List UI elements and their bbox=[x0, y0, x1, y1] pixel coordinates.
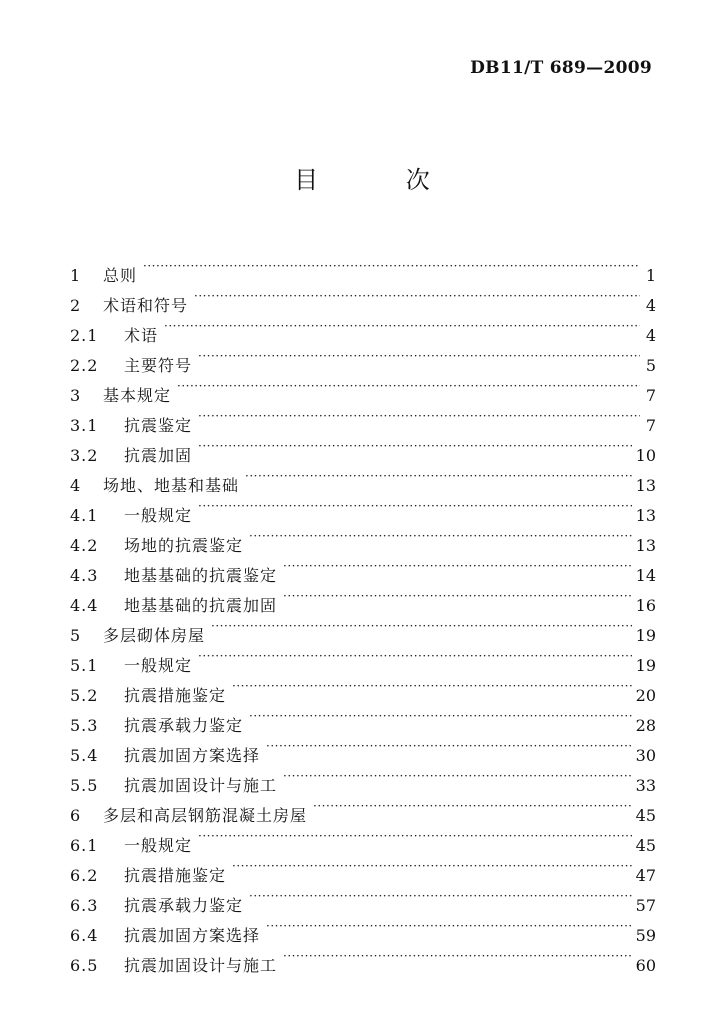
toc-dot-leader bbox=[266, 911, 632, 941]
toc-entry-title: 抗震加固设计与施工 bbox=[124, 956, 278, 975]
toc-entry-number: 6 bbox=[70, 806, 82, 825]
toc-entry-page-number: 13 bbox=[635, 506, 656, 525]
toc-dot-leader bbox=[232, 851, 632, 881]
toc-entry-number: 3 bbox=[70, 386, 82, 405]
toc-dot-leader bbox=[313, 791, 632, 821]
toc-entry-page-number: 20 bbox=[635, 686, 656, 705]
toc-entry-title: 地基基础的抗震鉴定 bbox=[124, 566, 278, 585]
toc-dot-leader bbox=[198, 401, 640, 431]
toc-entry-title: 抗震鉴定 bbox=[124, 416, 193, 435]
toc-entry-number: 3.2 bbox=[70, 446, 99, 465]
toc-dot-leader bbox=[232, 671, 632, 701]
toc-entry-number: 5.3 bbox=[70, 716, 99, 735]
toc-entry-number: 6.1 bbox=[70, 836, 99, 855]
toc-entry-title: 抗震加固方案选择 bbox=[124, 926, 261, 945]
toc-entry-page-number: 57 bbox=[635, 896, 656, 915]
toc-entry-page-number: 19 bbox=[635, 626, 656, 645]
toc-entry-page-number: 5 bbox=[645, 356, 656, 375]
toc-entry-page-number: 7 bbox=[645, 386, 656, 405]
toc-entry-page-number: 10 bbox=[635, 446, 656, 465]
toc-entry-page-number: 13 bbox=[635, 476, 656, 495]
toc-entry-number: 4.1 bbox=[70, 506, 99, 525]
toc-entry-number: 5 bbox=[70, 626, 82, 645]
toc-dot-leader bbox=[249, 881, 632, 911]
toc-entry-page-number: 60 bbox=[635, 956, 656, 975]
toc-entry-title: 场地、地基和基础 bbox=[103, 476, 240, 495]
toc-dot-leader bbox=[198, 821, 632, 851]
toc-dot-leader bbox=[143, 251, 640, 281]
toc-entry-title: 抗震加固设计与施工 bbox=[124, 776, 278, 795]
toc-entry-number: 2 bbox=[70, 296, 82, 315]
toc-entry-number: 4.2 bbox=[70, 536, 99, 555]
toc-entry-number: 5.5 bbox=[70, 776, 99, 795]
toc-entry-page-number: 14 bbox=[635, 566, 656, 585]
toc-entry-title: 抗震承载力鉴定 bbox=[124, 716, 244, 735]
toc-entry[interactable] bbox=[70, 281, 656, 315]
toc-entry-title: 抗震加固 bbox=[124, 446, 193, 465]
toc-entry-page-number: 4 bbox=[645, 296, 656, 315]
page-title: 目 次 bbox=[294, 166, 470, 194]
toc-dot-leader bbox=[249, 521, 632, 551]
toc-dot-leader bbox=[283, 761, 632, 791]
table-of-contents bbox=[70, 251, 656, 975]
toc-entry-page-number: 47 bbox=[635, 866, 656, 885]
toc-dot-leader bbox=[245, 461, 632, 491]
toc-dot-leader bbox=[177, 371, 640, 401]
toc-entry[interactable] bbox=[70, 251, 656, 285]
toc-entry-page-number: 45 bbox=[635, 806, 656, 825]
toc-entry-page-number: 59 bbox=[635, 926, 656, 945]
toc-entry-page-number: 7 bbox=[645, 416, 656, 435]
toc-entry-number: 4.4 bbox=[70, 596, 99, 615]
toc-entry-number: 5.4 bbox=[70, 746, 99, 765]
toc-entry-number: 4.3 bbox=[70, 566, 99, 585]
toc-entry-page-number: 13 bbox=[635, 536, 656, 555]
toc-entry-number: 2.1 bbox=[70, 326, 99, 345]
toc-entry-title: 抗震措施鉴定 bbox=[124, 686, 227, 705]
toc-entry-title: 基本规定 bbox=[103, 386, 172, 405]
toc-entry-number: 5.1 bbox=[70, 656, 99, 675]
toc-dot-leader bbox=[198, 491, 632, 521]
document-code: DB11/T 689—2009 bbox=[470, 58, 652, 78]
toc-dot-leader bbox=[164, 311, 640, 341]
toc-dot-leader bbox=[283, 551, 632, 581]
toc-entry-page-number: 19 bbox=[635, 656, 656, 675]
toc-dot-leader bbox=[198, 431, 632, 461]
toc-entry-number: 3.1 bbox=[70, 416, 99, 435]
toc-entry-page-number: 16 bbox=[635, 596, 656, 615]
toc-entry-title: 总则 bbox=[103, 266, 138, 285]
toc-entry-title: 场地的抗震鉴定 bbox=[124, 536, 244, 555]
toc-entry-title: 地基基础的抗震加固 bbox=[124, 596, 278, 615]
toc-entry-page-number: 1 bbox=[645, 266, 656, 285]
toc-entry-number: 6.2 bbox=[70, 866, 99, 885]
toc-dot-leader bbox=[249, 701, 632, 731]
toc-dot-leader bbox=[283, 581, 632, 611]
toc-entry-page-number: 33 bbox=[635, 776, 656, 795]
toc-entry-title: 抗震措施鉴定 bbox=[124, 866, 227, 885]
toc-entry-title: 多层和高层钢筋混凝土房屋 bbox=[103, 806, 308, 825]
toc-dot-leader bbox=[266, 731, 632, 761]
toc-entry-title: 一般规定 bbox=[124, 656, 193, 675]
toc-entry-page-number: 28 bbox=[635, 716, 656, 735]
toc-dot-leader bbox=[283, 941, 632, 971]
toc-entry-number: 4 bbox=[70, 476, 82, 495]
toc-entry-number: 5.2 bbox=[70, 686, 99, 705]
toc-entry-title: 多层砌体房屋 bbox=[103, 626, 206, 645]
toc-entry-page-number: 45 bbox=[635, 836, 656, 855]
toc-entry-title: 一般规定 bbox=[124, 506, 193, 525]
toc-entry-page-number: 4 bbox=[645, 326, 656, 345]
toc-entry-number: 2.2 bbox=[70, 356, 99, 375]
toc-entry-title: 一般规定 bbox=[124, 836, 193, 855]
toc-dot-leader bbox=[198, 641, 632, 671]
toc-entry-number: 6.3 bbox=[70, 896, 99, 915]
toc-entry-page-number: 30 bbox=[635, 746, 656, 765]
toc-entry-title: 术语 bbox=[124, 326, 159, 345]
toc-entry-number: 6.4 bbox=[70, 926, 99, 945]
toc-dot-leader bbox=[198, 341, 640, 371]
toc-dot-leader bbox=[211, 611, 632, 641]
toc-entry-title: 主要符号 bbox=[124, 356, 193, 375]
toc-dot-leader bbox=[194, 281, 640, 311]
toc-entry-number: 6.5 bbox=[70, 956, 99, 975]
toc-entry-number: 1 bbox=[70, 266, 82, 285]
toc-entry-title: 抗震加固方案选择 bbox=[124, 746, 261, 765]
toc-entry-title: 抗震承载力鉴定 bbox=[124, 896, 244, 915]
toc-entry-title: 术语和符号 bbox=[103, 296, 189, 315]
